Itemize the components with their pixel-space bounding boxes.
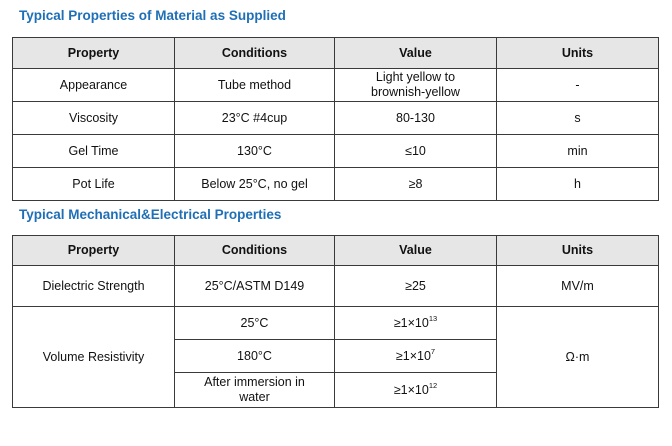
value-base: ≥1×10 (393, 382, 429, 397)
cell-property: Gel Time (13, 135, 175, 168)
column-header-conditions: Conditions (175, 38, 335, 69)
section-title-supplied: Typical Properties of Material as Supplied (19, 8, 286, 23)
table-row (13, 102, 659, 135)
cell-value (335, 307, 497, 340)
cell-conditions: 25°C (175, 307, 335, 340)
cell-property: Volume Resistivity (13, 307, 175, 408)
value-exponent: 12 (428, 380, 438, 390)
table-header-row (13, 236, 659, 266)
column-header-value: Value (335, 236, 497, 266)
cell-property: Viscosity (13, 102, 175, 135)
cell-units: MV/m (497, 266, 659, 307)
table-row (13, 69, 659, 102)
column-header-value: Value (335, 38, 497, 69)
cell-value: 80-130 (335, 102, 497, 135)
cell-conditions: 130°C (175, 135, 335, 168)
cell-units: s (497, 102, 659, 135)
cell-value: ≥8 (335, 168, 497, 201)
cell-value: Light yellow to brownish-yellow (335, 69, 497, 102)
cell-value: ≥25 (335, 266, 497, 307)
value-exponent: 7 (430, 346, 436, 356)
cell-conditions: Tube method (175, 69, 335, 102)
section-title-mechanical-electrical: Typical Mechanical&Electrical Properties (19, 207, 282, 222)
table-row (13, 307, 659, 340)
supplied-properties-table (12, 37, 659, 201)
value-base: ≥1×10 (393, 315, 429, 330)
cell-units: - (497, 69, 659, 102)
cell-value (335, 373, 497, 408)
cell-conditions: After immersion in water (175, 373, 335, 408)
cell-conditions: 25°C/ASTM D149 (175, 266, 335, 307)
table-row (13, 168, 659, 201)
mechanical-electrical-table (12, 235, 659, 408)
cell-value: ≤10 (335, 135, 497, 168)
cell-conditions: Below 25°C, no gel (175, 168, 335, 201)
cell-units: h (497, 168, 659, 201)
column-header-units: Units (497, 236, 659, 266)
table-row (13, 135, 659, 168)
column-header-conditions: Conditions (175, 236, 335, 266)
cell-value (335, 340, 497, 373)
cell-conditions: 23°C #4cup (175, 102, 335, 135)
table-row (13, 266, 659, 307)
cell-units: min (497, 135, 659, 168)
cell-units: Ω·m (497, 307, 659, 408)
cell-property: Appearance (13, 69, 175, 102)
cell-conditions: 180°C (175, 340, 335, 373)
cell-property: Dielectric Strength (13, 266, 175, 307)
column-header-property: Property (13, 236, 175, 266)
value-base: ≥1×10 (395, 348, 431, 363)
cell-property: Pot Life (13, 168, 175, 201)
value-exponent: 13 (428, 313, 438, 323)
column-header-property: Property (13, 38, 175, 69)
column-header-units: Units (497, 38, 659, 69)
table-header-row (13, 38, 659, 69)
